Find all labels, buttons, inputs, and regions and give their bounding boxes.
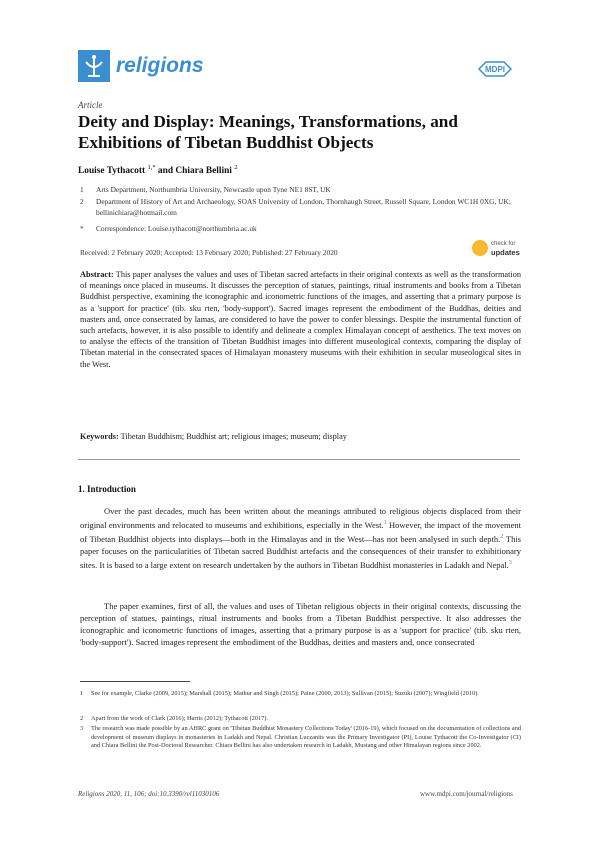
divider — [78, 459, 520, 460]
affiliation-text: Department of History of Art and Archaeology, SOAS University of London, Thornhaugh Street, Russell Square, London WC1H 0XG, UK; bellinichiara@hotmail.com — [96, 197, 511, 217]
abstract-text: This paper analyses the values and uses of Tibetan sacred artefacts in their original contexts as well as the transformation of meanings once placed in museums. It discusses the perception of statues, paintings, ritual instruments and books from a Tibetan Buddhist perspective, examining the iconographic and iconometric functions of the images, and asserting that a primary purpose is as a 'support for practice' (tib. sku rten, 'body-support'). Sacred images represent the embodiment of the Buddhas, deities and masters and, once consecrated by lamas, are considered to have the power to confer blessings. Despite the instrumental function of such artefacts, however, it is also possible to identify and delineate a complex Himalayan concept of aesthetics. The text moves on to analyse the effects of the transition of Tibetan Buddhist images into different museological contexts, comparing the display of Tibetan material in the consecrated spaces of Himalayan monastery museums with their exhibition in secular museological sites in the West. — [80, 270, 521, 369]
author-superscript: 2 — [234, 164, 238, 171]
paragraph-text: Over the past decades, much has been written about the meanings attributed to religious objects displaced from their original environments and relocated to museums and exhibitions, especially in the West. — [80, 506, 521, 530]
footnote-ref[interactable]: 1 — [383, 520, 387, 527]
mdpi-logo[interactable] — [477, 60, 513, 78]
paragraph — [80, 600, 521, 648]
paragraph-text: The paper examines, first of all, the values and uses of Tibetan religious objects in their original contexts, discussing the perception of statues, paintings, ritual instruments and books from a Tibetan Buddhist perspective. It also addresses the iconographic and iconometric functions of images, asserting that a primary purpose is as a 'support for practice' (tib. sku rten, 'body-support'). Sacred images represent the embodiment of the Buddhas, deities and masters and, once consecrated — [80, 601, 521, 648]
abstract — [80, 269, 521, 370]
author-name[interactable]: Louise Tythacott — [78, 166, 146, 177]
footnote-text[interactable]: See for example, Clarke (2009, 2015); Marshall (2015); Mathur and Singh (2015); Paine (2000, 2013); Sullivan (2015); Suzuki (2007); Wingfield (2010). — [91, 690, 479, 697]
citation-footer — [78, 790, 219, 798]
check-for-updates-badge[interactable] — [472, 238, 524, 260]
author-superscript: 1,* — [147, 164, 156, 171]
updates-label: updates — [491, 248, 520, 257]
author-conjunction: and — [157, 166, 174, 177]
article-type: Article — [78, 100, 103, 110]
footnote-number: 3 — [80, 725, 84, 732]
journal-name[interactable]: religions — [116, 54, 204, 77]
keywords-text: Tibetan Buddhism; Buddhist art; religious images; museum; display — [120, 432, 347, 441]
section-heading: 1. Introduction — [78, 484, 136, 494]
footnote-ref[interactable]: 2 — [500, 534, 504, 541]
citation-text: Religions 2020, 11, 106; doi:10.3390/rel11030106 — [78, 790, 220, 798]
abstract-label: Abstract: — [80, 270, 114, 279]
footnote-text: The research was made possible by an AHRC grant on 'Tibetan Buddhist Monastery Collections Today' (2016-19), which focused on the documentation of collections and development of museum displays in monasteries in Ladakh and Nepal. Christian Luczanits was the Primary Investigator (PI), Louise Tythacott the Co-Investigator (CI) and Chiara Bellini the Post-Doctoral Researcher. Chiara Bellini has also undertaken research in Ladakh, Mustang and other Himalayan regions since 2002. — [91, 725, 521, 750]
affiliation-marker: 2 — [80, 197, 84, 206]
paragraph-text: This paper focuses on the particularities of Tibetan sacred Buddhist artefacts and the consequences of their transfer to exhibitionary sites. It is based to a large extent on research undertaken by the authors in Tibetan Buddhist monasteries in Ladakh and Nepal. — [80, 533, 521, 570]
paragraph — [80, 505, 521, 571]
keywords-label: Keywords: — [80, 432, 119, 441]
correspondence-text[interactable]: Correspondence: Louise.tythacott@northumbria.ac.uk — [96, 224, 257, 233]
footnote-number: 2 — [80, 715, 84, 722]
footnote — [80, 725, 521, 765]
paragraph-text: However, the impact of the movement of Tibetan Buddhist objects into displays—both in the Himalayas and in the West—has not been analysed in such depth. — [80, 519, 521, 544]
publication-dates: Received: 2 February 2020; Accepted: 13 February 2020; Published: 27 February 2020 — [80, 248, 338, 257]
journal-url[interactable]: www.mdpi.com/journal/religions — [420, 790, 513, 798]
author-line — [78, 164, 238, 176]
check-label: check for — [491, 241, 516, 247]
journal-logo-icon — [78, 50, 110, 82]
affiliation-marker: 1 — [80, 185, 84, 194]
svg-text:MDPI: MDPI — [485, 65, 505, 74]
update-icon — [472, 240, 488, 256]
affiliation-text: Arts Department, Northumbria University, Newcastle upon Tyne NE1 8ST, UK — [96, 185, 331, 194]
affiliation-marker: * — [80, 224, 84, 233]
footnote-ref[interactable]: 3 — [508, 560, 512, 567]
article-title: Deity and Display: Meanings, Transformations, and Exhibitions of Tibetan Buddhist Objects — [78, 112, 458, 152]
author-name[interactable]: Chiara Bellini — [175, 166, 232, 177]
footnote-divider — [80, 681, 190, 682]
keywords — [80, 432, 521, 441]
footnote-number: 1 — [80, 690, 84, 697]
footnote-text[interactable]: Apart from the work of Clark (2016); Harris (2012); Tythacott (2017). — [91, 715, 268, 722]
footnote — [80, 715, 521, 724]
footnote — [80, 690, 521, 708]
